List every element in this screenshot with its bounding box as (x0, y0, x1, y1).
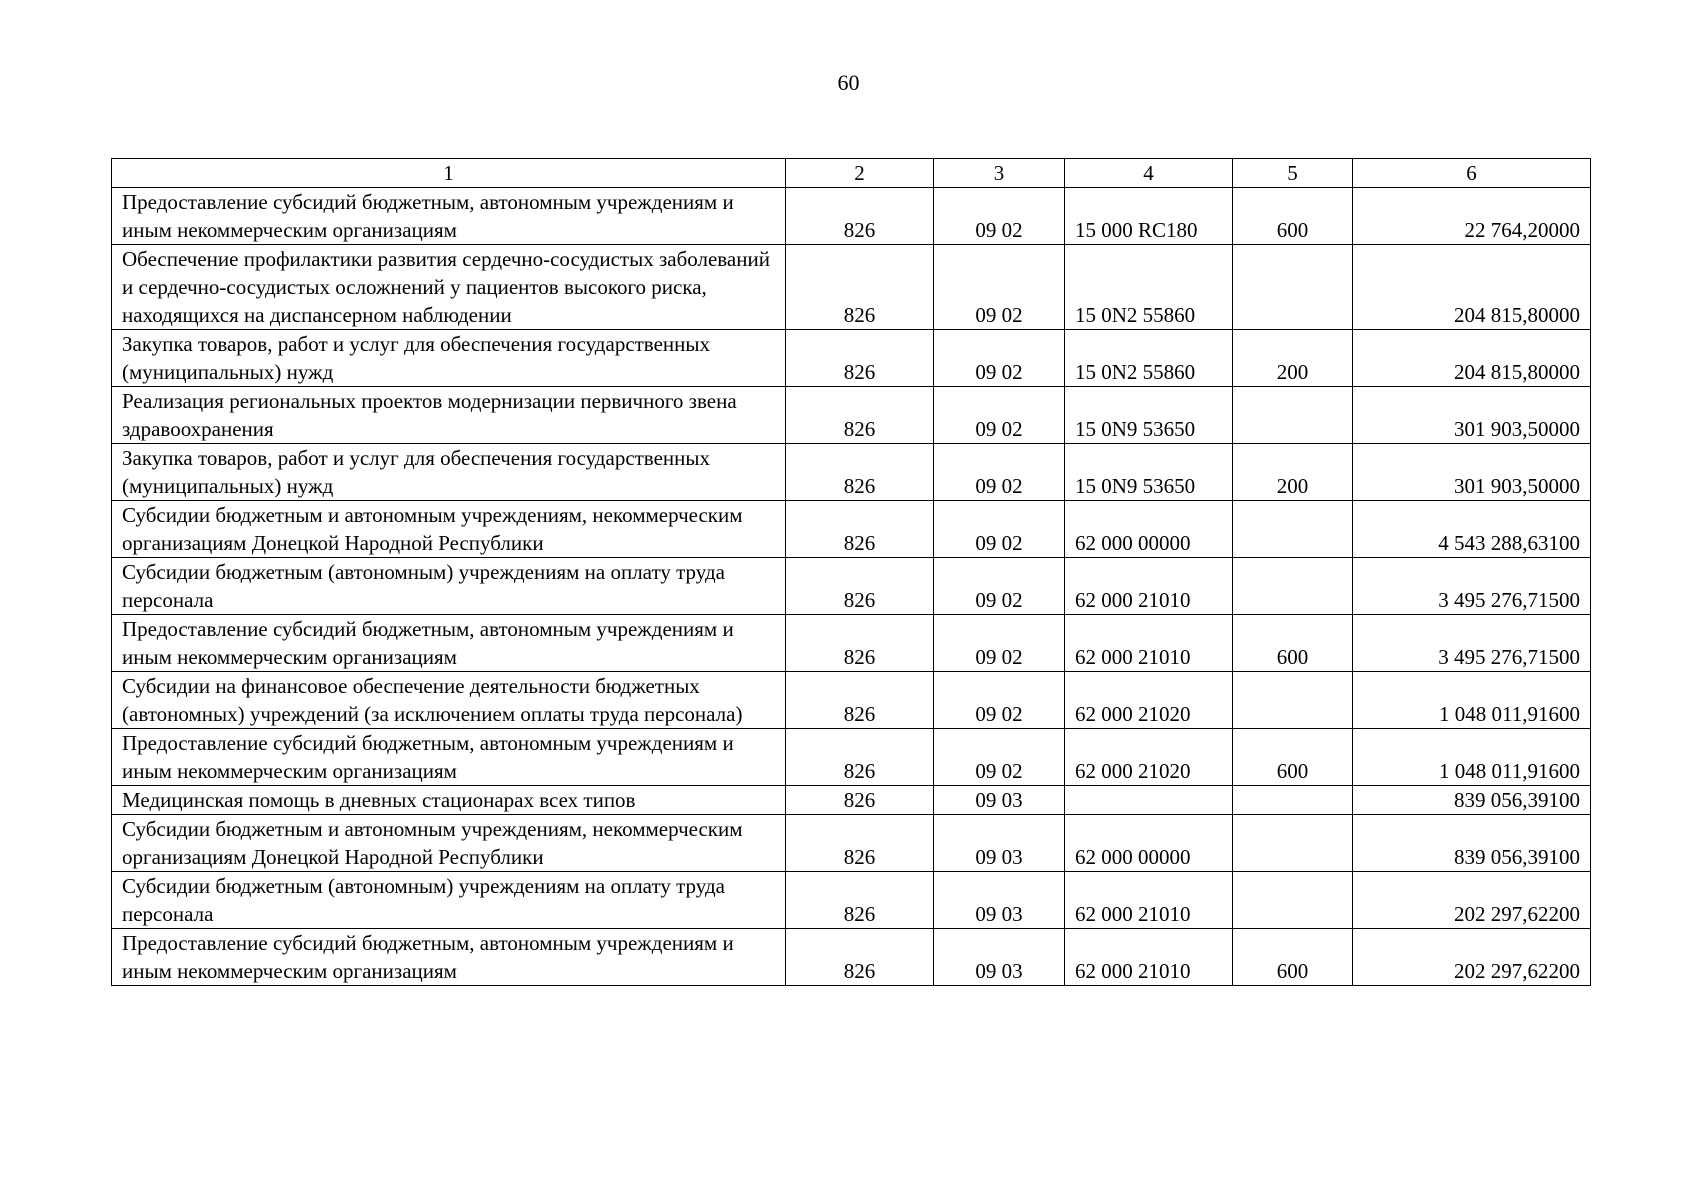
row-name: Реализация региональных проектов модернизации первичного звена здравоохранения (112, 387, 786, 444)
table-row (112, 786, 1591, 815)
table-row (112, 929, 1591, 986)
row-expense-type: 600 (1233, 615, 1353, 672)
row-ministry-code: 826 (786, 387, 934, 444)
row-amount: 204 815,80000 (1353, 245, 1591, 330)
row-expense-type (1233, 872, 1353, 929)
row-section-code: 09 02 (934, 387, 1065, 444)
row-amount: 22 764,20000 (1353, 188, 1591, 245)
table-row (112, 672, 1591, 729)
row-amount: 1 048 011,91600 (1353, 729, 1591, 786)
row-amount: 301 903,50000 (1353, 444, 1591, 501)
column-header: 6 (1353, 159, 1591, 188)
row-expense-type: 600 (1233, 929, 1353, 986)
row-target-code: 15 000 RC180 (1065, 188, 1233, 245)
row-amount: 3 495 276,71500 (1353, 558, 1591, 615)
row-name: Предоставление субсидий бюджетным, автономным учреждениям и иным некоммерческим организациям (112, 929, 786, 986)
row-ministry-code: 826 (786, 929, 934, 986)
row-amount: 1 048 011,91600 (1353, 672, 1591, 729)
table-row (112, 558, 1591, 615)
table-row (112, 245, 1591, 330)
row-name: Субсидии бюджетным (автономным) учреждениям на оплату труда персонала (112, 558, 786, 615)
table-row (112, 330, 1591, 387)
row-name: Закупка товаров, работ и услуг для обеспечения государственных (муниципальных) нужд (112, 444, 786, 501)
table-row (112, 444, 1591, 501)
column-header: 5 (1233, 159, 1353, 188)
row-ministry-code: 826 (786, 615, 934, 672)
row-ministry-code: 826 (786, 444, 934, 501)
row-name: Предоставление субсидий бюджетным, автономным учреждениям и иным некоммерческим организациям (112, 188, 786, 245)
row-section-code: 09 02 (934, 330, 1065, 387)
table-row (112, 615, 1591, 672)
row-section-code: 09 02 (934, 672, 1065, 729)
row-expense-type: 600 (1233, 729, 1353, 786)
row-expense-type (1233, 558, 1353, 615)
row-expense-type (1233, 245, 1353, 330)
row-section-code: 09 02 (934, 188, 1065, 245)
row-target-code: 62 000 21010 (1065, 872, 1233, 929)
row-ministry-code: 826 (786, 245, 934, 330)
page-number: 60 (837, 70, 860, 95)
table-row (112, 872, 1591, 929)
table-row (112, 729, 1591, 786)
row-expense-type (1233, 786, 1353, 815)
row-amount: 204 815,80000 (1353, 330, 1591, 387)
row-target-code: 62 000 21010 (1065, 929, 1233, 986)
row-section-code: 09 03 (934, 815, 1065, 872)
column-header: 3 (934, 159, 1065, 188)
row-target-code (1065, 786, 1233, 815)
row-expense-type (1233, 815, 1353, 872)
row-section-code: 09 03 (934, 872, 1065, 929)
row-amount: 3 495 276,71500 (1353, 615, 1591, 672)
row-target-code: 15 0N2 55860 (1065, 245, 1233, 330)
row-name: Предоставление субсидий бюджетным, автономным учреждениям и иным некоммерческим организациям (112, 615, 786, 672)
row-ministry-code: 826 (786, 815, 934, 872)
row-amount: 202 297,62200 (1353, 872, 1591, 929)
row-amount: 839 056,39100 (1353, 815, 1591, 872)
table-row (112, 188, 1591, 245)
row-target-code: 62 000 00000 (1065, 501, 1233, 558)
row-name: Субсидии бюджетным и автономным учреждениям, некоммерческим организациям Донецкой Народной Республики (112, 501, 786, 558)
budget-table (111, 158, 1591, 986)
row-name: Предоставление субсидий бюджетным, автономным учреждениям и иным некоммерческим организациям (112, 729, 786, 786)
table-row (112, 387, 1591, 444)
row-amount: 839 056,39100 (1353, 786, 1591, 815)
row-target-code: 62 000 21020 (1065, 729, 1233, 786)
row-ministry-code: 826 (786, 672, 934, 729)
row-name: Субсидии на финансовое обеспечение деятельности бюджетных (автономных) учреждений (за исключением оплаты труда персонала) (112, 672, 786, 729)
row-target-code: 15 0N2 55860 (1065, 330, 1233, 387)
row-target-code: 62 000 21010 (1065, 558, 1233, 615)
row-ministry-code: 826 (786, 729, 934, 786)
row-target-code: 15 0N9 53650 (1065, 387, 1233, 444)
row-ministry-code: 826 (786, 188, 934, 245)
row-expense-type (1233, 387, 1353, 444)
column-header: 4 (1065, 159, 1233, 188)
row-name: Субсидии бюджетным (автономным) учреждениям на оплату труда персонала (112, 872, 786, 929)
row-section-code: 09 03 (934, 786, 1065, 815)
row-target-code: 62 000 21020 (1065, 672, 1233, 729)
row-section-code: 09 02 (934, 501, 1065, 558)
row-section-code: 09 03 (934, 929, 1065, 986)
row-section-code: 09 02 (934, 729, 1065, 786)
row-expense-type: 600 (1233, 188, 1353, 245)
header-row (112, 159, 1591, 188)
row-name: Обеспечение профилактики развития сердечно-сосудистых заболеваний и сердечно-сосудистых осложнений у пациентов высокого риска, находящихся на диспансерном наблюдении (112, 245, 786, 330)
row-target-code: 15 0N9 53650 (1065, 444, 1233, 501)
row-amount: 4 543 288,63100 (1353, 501, 1591, 558)
row-expense-type: 200 (1233, 444, 1353, 501)
table-row (112, 815, 1591, 872)
row-amount: 301 903,50000 (1353, 387, 1591, 444)
table-row (112, 501, 1591, 558)
row-amount: 202 297,62200 (1353, 929, 1591, 986)
row-section-code: 09 02 (934, 444, 1065, 501)
row-section-code: 09 02 (934, 245, 1065, 330)
row-section-code: 09 02 (934, 558, 1065, 615)
row-ministry-code: 826 (786, 786, 934, 815)
column-header: 2 (786, 159, 934, 188)
row-target-code: 62 000 00000 (1065, 815, 1233, 872)
row-ministry-code: 826 (786, 558, 934, 615)
row-expense-type (1233, 501, 1353, 558)
row-target-code: 62 000 21010 (1065, 615, 1233, 672)
column-header: 1 (112, 159, 786, 188)
row-name: Закупка товаров, работ и услуг для обеспечения государственных (муниципальных) нужд (112, 330, 786, 387)
row-ministry-code: 826 (786, 501, 934, 558)
row-section-code: 09 02 (934, 615, 1065, 672)
row-expense-type: 200 (1233, 330, 1353, 387)
row-name: Медицинская помощь в дневных стационарах всех типов (112, 786, 786, 815)
row-expense-type (1233, 672, 1353, 729)
row-ministry-code: 826 (786, 330, 934, 387)
row-name: Субсидии бюджетным и автономным учреждениям, некоммерческим организациям Донецкой Народной Республики (112, 815, 786, 872)
row-ministry-code: 826 (786, 872, 934, 929)
